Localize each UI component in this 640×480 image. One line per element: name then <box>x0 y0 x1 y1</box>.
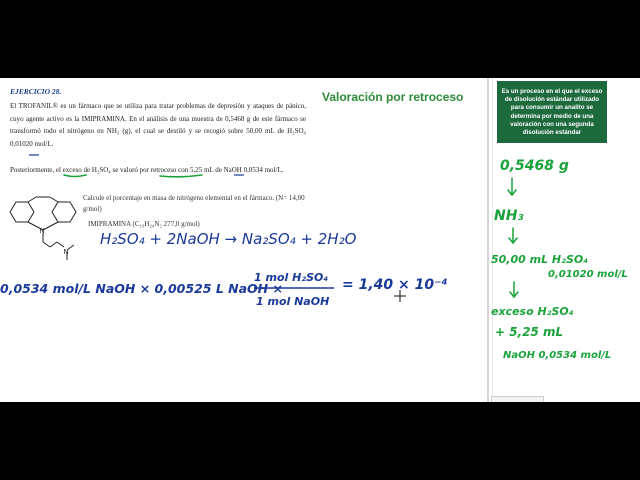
definition-box: Es un proceso en el que el exceso de disolución estándar utilizado para consumir un analito se determina por medio de una valoración con una segunda disolución estándar <box>497 81 607 143</box>
problem-paragraph-1: El TROFANIL® es un fármaco que se utiliza para tratar problemas de depresión y ataques de pánico, cuyo agente activo es la IMIPRAMINA. En el análisis de una muestra de 0,5468 g de este fármaco se transformó todo el nitrógeno en NH₃ (g), el cual se destiló y se recogió sobre 50,00 mL de H₂SO₄ 0,01020 mol/L. <box>10 102 306 148</box>
exercise-title: EJERCICIO 28. <box>10 87 62 96</box>
note-naoh-concentration: NaOH 0,0534 mol/L <box>503 350 612 361</box>
note-acid-concentration: 0,01020 mol/L <box>548 269 628 280</box>
note-excess-acid: exceso H₂SO₄ <box>491 305 574 318</box>
slide-page <box>0 78 640 402</box>
note-ammonia: NH₃ <box>494 208 524 224</box>
handwriting-layer <box>0 78 640 402</box>
note-acid-volume: 50,00 mL H₂SO₄ <box>491 253 589 266</box>
problem-question: Calcule el porcentaje en masa de nitrógeno elemental en el fármaco. (N= 14,00 g/mol) <box>83 194 305 213</box>
handwritten-reaction: H₂SO₄ + 2NaOH → Na₂SO₄ + 2H₂O <box>100 230 357 248</box>
drug-formula-label: IMIPRAMINA (C₁₉H₂₄N₂ 277,0 g/mol) <box>88 220 200 228</box>
note-mass: 0,5468 g <box>500 158 569 174</box>
svg-text:N: N <box>39 227 45 235</box>
handwritten-fraction-denominator: 1 mol NaOH <box>256 295 330 308</box>
slide-tab[interactable] <box>491 396 544 402</box>
handwritten-result: = 1,40 × 10⁻⁴ <box>342 277 448 293</box>
problem-paragraph-2: Posteriormente, el exceso de H₂SO₄ se valoró por retroceso con 5,25 mL de NaOH 0,0534 mol/L. <box>10 166 284 174</box>
section-heading: Valoración por retroceso <box>322 90 464 104</box>
note-naoh-volume: + 5,25 mL <box>495 325 564 339</box>
handwritten-fraction-numerator: 1 mol H₂SO₄ <box>254 271 329 284</box>
svg-text:N: N <box>63 248 69 256</box>
handwritten-calc-left: 0,0534 mol/L NaOH × 0,00525 L NaOH × <box>0 281 283 296</box>
